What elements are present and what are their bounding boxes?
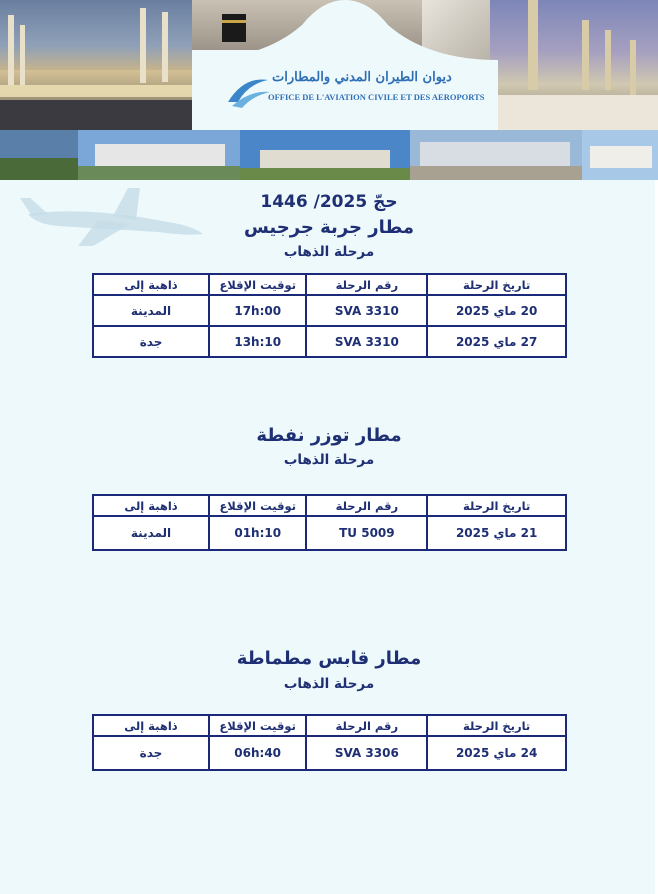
destination: جدة (93, 736, 209, 770)
header-banner (0, 0, 658, 180)
table-row (93, 736, 566, 770)
table-row (93, 516, 566, 550)
col-header-date: تاريخ الرحلة (427, 715, 566, 736)
logo-french-text: OFFICE DE L'AVIATION CIVILE ET DES AEROPORTS (268, 92, 485, 102)
flights-table-djerba (92, 273, 567, 358)
col-header-flight: رقم الرحلة (306, 495, 427, 516)
table-header-row (93, 274, 566, 295)
flight-date: 20 ماي 2025 (427, 295, 566, 326)
table-header-row (93, 715, 566, 736)
airport-heading-djerba: مطار جربة جرجيس (243, 217, 415, 238)
mosque-night-photo (0, 0, 192, 130)
flights-table-tozeur (92, 494, 567, 551)
page-title: حجّ 2025/ 1446 (260, 192, 398, 212)
flight-date: 21 ماي 2025 (427, 516, 566, 550)
col-header-departure: توقيت الإقلاع (209, 274, 306, 295)
col-header-departure: توقيت الإقلاع (209, 495, 306, 516)
col-header-departure: توقيت الإقلاع (209, 715, 306, 736)
col-header-date: تاريخ الرحلة (427, 274, 566, 295)
flights-table-gabes (92, 714, 567, 771)
destination: جدة (93, 326, 209, 357)
flight-date: 27 ماي 2025 (427, 326, 566, 357)
col-header-date: تاريخ الرحلة (427, 495, 566, 516)
flight-number: SVA 3306 (306, 736, 427, 770)
flight-number: SVA 3310 (306, 326, 427, 357)
mosque-day-photo (490, 0, 658, 130)
destination: المدينة (93, 516, 209, 550)
departure-time: 06h:40 (209, 736, 306, 770)
phase-heading-djerba: مرحلة الذهاب (283, 244, 375, 260)
airport-photo-strip (0, 130, 658, 180)
logo-area (192, 0, 498, 130)
departure-time: 17h:00 (209, 295, 306, 326)
col-header-destination: ذاهبة إلى (93, 274, 209, 295)
col-header-flight: رقم الرحلة (306, 274, 427, 295)
flight-number: TU 5009 (306, 516, 427, 550)
phase-heading-gabes: مرحلة الذهاب (283, 676, 375, 692)
flight-number: SVA 3310 (306, 295, 427, 326)
phase-heading-tozeur: مرحلة الذهاب (283, 452, 375, 468)
airport-heading-tozeur: مطار توزر نفطة (256, 425, 402, 446)
airport-heading-gabes: مطار قابس مطماطة (236, 648, 422, 669)
departure-time: 13h:10 (209, 326, 306, 357)
logo-arabic-text: ديوان الطيران المدني والمطارات (272, 70, 452, 85)
destination: المدينة (93, 295, 209, 326)
airplane-logo-icon (224, 72, 272, 112)
table-header-row (93, 495, 566, 516)
table-row (93, 295, 566, 326)
table-row (93, 326, 566, 357)
flight-date: 24 ماي 2025 (427, 736, 566, 770)
col-header-flight: رقم الرحلة (306, 715, 427, 736)
col-header-destination: ذاهبة إلى (93, 495, 209, 516)
col-header-destination: ذاهبة إلى (93, 715, 209, 736)
departure-time: 01h:10 (209, 516, 306, 550)
